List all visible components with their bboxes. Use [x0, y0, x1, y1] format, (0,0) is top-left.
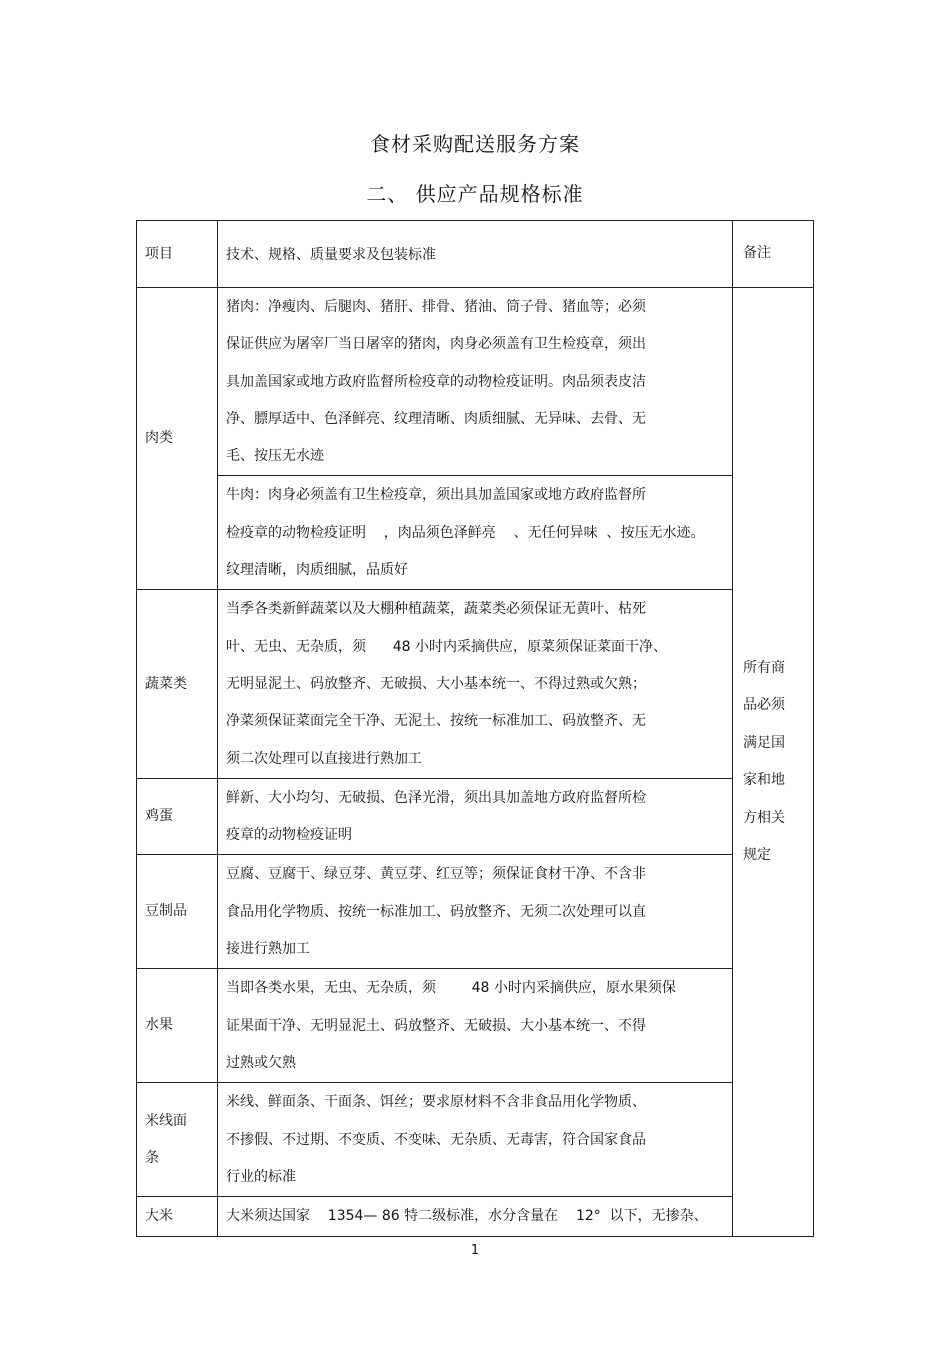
spec-text: 当季各类新鲜蔬菜以及大棚种植蔬菜，蔬菜类必须保证无黄叶、枯死 叶、无虫、无杂质，须 48 小时内采摘供应，原菜须保证菜面干净、 无明显泥土、码放整齐、无破损、大小基本统一、不得过熟或欠熟； 净菜须保证菜面完全干净、无泥土、按统一标准加工、码放整齐、无 须二次处理可以直接进行熟加工: [226, 601, 667, 767]
header-spec: 技术、规格、质量要求及包装标准: [218, 221, 733, 288]
spec-cell: [218, 1083, 733, 1197]
spec-cell: [218, 590, 733, 778]
spec-text: 米线、鲜面条、干面条、饵丝；要求原材料不含非食品用化学物质、 不掺假、不过期、不变质、不变味、无杂质、无毒害，符合国家食品 行业的标准: [226, 1094, 646, 1185]
table-row: [137, 590, 814, 778]
table-row: [137, 1083, 814, 1197]
table-row: [137, 1197, 814, 1236]
page-number: 1: [470, 1243, 480, 1258]
table-row: [137, 855, 814, 969]
spec-text: 豆腐、豆腐干、绿豆芽、黄豆芽、红豆等；须保证食材干净、不含非 食品用化学物质、按统一标准加工、码放整齐、无须二次处理可以直 接进行熟加工: [226, 866, 646, 958]
spec-cell: [218, 288, 733, 476]
spec-text: 猪肉：净瘦肉、后腿肉、猪肝、排骨、猪油、筒子骨、猪血等；必须 保证供应为屠宰厂当日屠宰的猪肉，肉身必须盖有卫生检疫章，须出 具加盖国家或地方政府监督所检疫章的动物检疫证明。肉品须表皮洁 净、膘厚适中、色泽鲜亮、纹理清晰、肉质细腻、无异味、去骨、无 毛、按压无水迹: [226, 299, 646, 465]
section-heading: 二、 供应产品规格标准: [366, 182, 584, 206]
spec-text: 当即各类水果，无虫、无杂质，须 48 小时内采摘供应，原水果须保 证果面干净、无明显泥土、码放整齐、无破损、大小基本统一、不得 过熟或欠熟: [226, 980, 676, 1071]
spec-cell: [218, 476, 733, 590]
spec-table: [136, 220, 814, 1237]
category-cell: 肉类: [137, 288, 218, 590]
remark-text: 所有商 品必须 满足国 家和地 方相关 规定: [743, 659, 785, 864]
header-item: 项目: [137, 221, 218, 288]
category-cell: 水果: [137, 969, 218, 1083]
spec-cell: [218, 969, 733, 1083]
spec-text: 大米须达国家 1354— 86 特二级标准，水分含量在 12° 以下，无掺杂、: [226, 1208, 708, 1225]
header-remark: 备注: [733, 221, 814, 288]
category-cell: [137, 1083, 218, 1197]
category-text: 米线面 条: [145, 1113, 187, 1167]
table-header-row: [137, 221, 814, 288]
table-row: [137, 778, 814, 855]
spec-cell: [218, 855, 733, 969]
spec-text: 鲜新、大小均匀、无破损、色泽光滑，须出具加盖地方政府监督所检 疫章的动物检疫证明: [226, 789, 646, 844]
table-row: [137, 476, 814, 590]
remark-cell: [733, 288, 814, 1237]
category-cell: 蔬菜类: [137, 590, 218, 778]
table-row: [137, 969, 814, 1083]
spec-cell: [218, 1197, 733, 1236]
category-cell: 大米: [137, 1197, 218, 1236]
document-title: 食材采购配送服务方案: [370, 132, 580, 156]
category-cell: 豆制品: [137, 855, 218, 969]
spec-text: 牛肉：肉身必须盖有卫生检疫章，须出具加盖国家或地方政府监督所 检疫章的动物检疫证明 ，肉品须色泽鲜亮 、无任何异味 、按压无水迹。 纹理清晰，肉质细腻，品质好: [226, 487, 705, 579]
table-row: [137, 288, 814, 476]
spec-cell: [218, 778, 733, 855]
category-cell: 鸡蛋: [137, 778, 218, 855]
